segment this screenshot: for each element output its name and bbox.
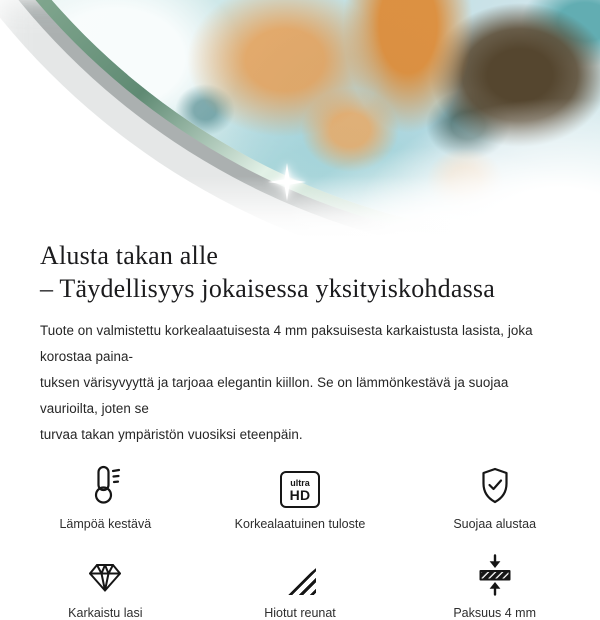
page-title	[40, 239, 560, 305]
feature-label: Suojaa alustaa	[453, 517, 537, 531]
feature-grid	[0, 462, 600, 620]
ultra-hd-icon	[280, 462, 320, 508]
feature-protects-surface	[397, 462, 592, 531]
diamond-icon	[82, 551, 128, 597]
intro-paragraph	[40, 318, 560, 448]
feature-thickness	[397, 551, 592, 620]
page-title-line2: – Täydellisyys jokaisessa yksityiskohdassa	[40, 274, 495, 303]
feature-heat-resistant	[8, 462, 203, 531]
intro-line: tuksen värisyvyyttä ja tarjoaa elegantin kiillon. Se on lämmönkestävä ja suojaa vaurioilta, joten se	[40, 375, 509, 416]
product-hero-image	[0, 0, 600, 238]
intro-line: Tuote on valmistettu korkealaatuisesta 4 mm paksuisesta karkaistusta lasista, joka korostaa paina-	[40, 323, 533, 364]
sparkle-icon	[268, 163, 306, 201]
thickness-icon	[473, 551, 517, 597]
feature-label: Karkaistu lasi	[68, 606, 143, 620]
feature-label: Lämpöä kestävä	[59, 517, 152, 531]
feature-label: Paksuus 4 mm	[453, 606, 536, 620]
thermometer-icon	[82, 462, 128, 508]
feature-label: Hiotut reunat	[264, 606, 336, 620]
feature-high-quality-print	[203, 462, 398, 531]
product-description-section	[0, 239, 600, 448]
intro-line: turvaa takan ympäristön vuosiksi eteenpäin.	[40, 427, 303, 442]
ultra-hd-text-bottom: HD	[289, 486, 311, 503]
feature-polished-edges	[203, 551, 398, 620]
page-title-line1: Alusta takan alle	[40, 241, 219, 270]
feature-label: Korkealaatuinen tuloste	[234, 517, 366, 531]
polished-edges-icon	[284, 551, 316, 597]
ultra-hd-text-top: ultra	[290, 477, 310, 488]
shield-check-icon	[473, 462, 517, 508]
feature-tempered-glass	[8, 551, 203, 620]
